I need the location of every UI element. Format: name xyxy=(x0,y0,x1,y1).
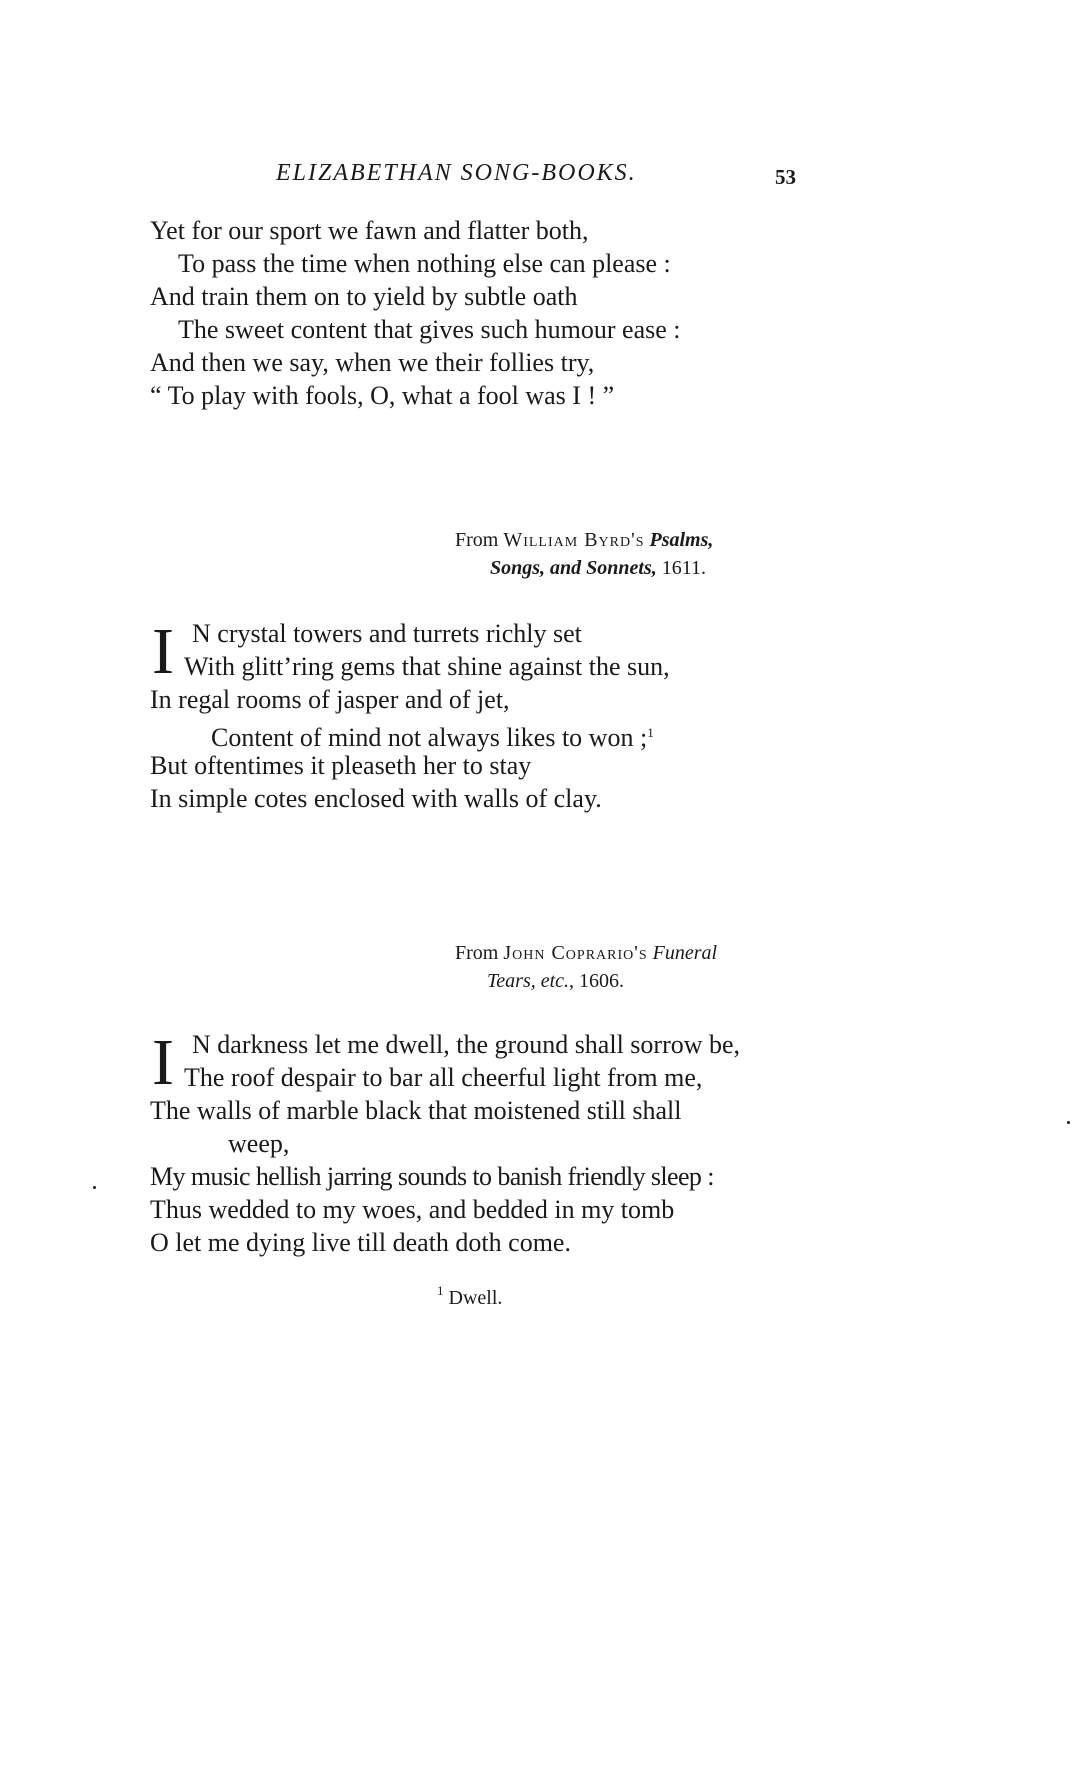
poem3-line-2: The roof despair to bar all cheerful light from me, xyxy=(184,1063,703,1092)
stanza1-line-6: “ To play with fools, O, what a fool was I ! ” xyxy=(150,381,615,410)
poem2-line-5: But oftentimes it pleaseth her to stay xyxy=(150,751,532,780)
attribution-1-from: From xyxy=(455,529,499,551)
attribution-1-year: 1611. xyxy=(661,557,707,579)
scan-speck xyxy=(93,1186,96,1189)
poem3-line-5: Thus wedded to my woes, and bedded in my tomb xyxy=(150,1195,675,1224)
attribution-2-line-2 xyxy=(487,968,624,994)
poem3-line-3-cont: weep, xyxy=(228,1129,290,1158)
poem3-dropcap: I xyxy=(152,1026,174,1099)
attribution-2-author: John Coprario's xyxy=(503,942,648,964)
stanza1-line-1: Yet for our sport we fawn and flatter both, xyxy=(150,216,589,245)
poem2-dropcap: I xyxy=(152,615,174,688)
footnote-ref: 1 xyxy=(647,725,654,740)
stanza1-line-3: And train them on to yield by subtle oath xyxy=(150,282,578,311)
poem3-line-1: N darkness let me dwell, the ground shall sorrow be, xyxy=(192,1030,741,1059)
footnote-text: Dwell. xyxy=(448,1287,503,1309)
attribution-1-work-cont: Songs, and Sonnets, xyxy=(490,557,657,579)
attribution-2-work: Funeral xyxy=(652,942,718,964)
attribution-2-line-1 xyxy=(455,940,717,966)
poem3-line-3: The walls of marble black that moistened still shall xyxy=(150,1096,682,1125)
attribution-1-line-1 xyxy=(455,527,713,553)
attribution-2-work-cont: Tears, etc., xyxy=(487,970,575,992)
poem2-line-2: With glitt’ring gems that shine against the sun, xyxy=(184,652,670,681)
footnote xyxy=(437,1283,502,1310)
poem3-line-4: My music hellish jarring sounds to banish friendly sleep : xyxy=(150,1162,714,1191)
attribution-1-author: William Byrd's xyxy=(503,529,645,551)
running-head: ELIZABETHAN SONG-BOOKS. xyxy=(276,160,637,186)
stanza1-line-5: And then we say, when we their follies try, xyxy=(150,348,595,377)
poem2-line-4-text: Content of mind not always likes to won ; xyxy=(211,723,648,752)
page-number: 53 xyxy=(775,165,796,189)
poem2-line-6: In simple cotes enclosed with walls of clay. xyxy=(150,784,602,813)
poem3-line-6: O let me dying live till death doth come. xyxy=(150,1228,571,1257)
stanza1-line-4: The sweet content that gives such humour ease : xyxy=(178,315,681,344)
attribution-2-year: 1606. xyxy=(579,970,625,992)
poem2-line-3: In regal rooms of jasper and of jet, xyxy=(150,685,510,714)
footnote-marker: 1 xyxy=(437,1283,444,1298)
poem2-line-4 xyxy=(211,718,654,753)
attribution-2-from: From xyxy=(455,942,499,964)
scan-speck xyxy=(1067,1121,1070,1124)
poem2-line-1: N crystal towers and turrets richly set xyxy=(192,619,582,648)
stanza1-line-2: To pass the time when nothing else can please : xyxy=(178,249,671,278)
attribution-1-line-2 xyxy=(490,555,706,581)
attribution-1-work: Psalms, xyxy=(649,529,714,551)
